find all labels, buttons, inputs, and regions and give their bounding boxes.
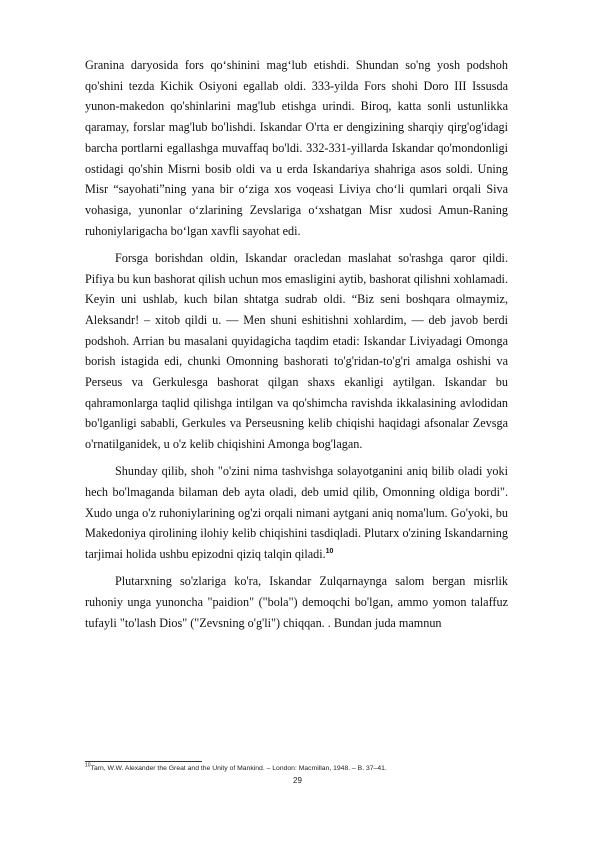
paragraph-1: Granina daryosida fors qo‘shinini mag‘lub etishdi. Shundan so'ng yosh podshoh qo'shini tezda Kichik Osiyoni egallab oldi. 333-yilda Fors shohi Doro III Issusda yunon-makedon qo'shinlarini mag'lub etishga urindi. Biroq, katta sonli ustunlikka qaramay, forslar mag'lub bo'lishdi. Iskandar O'rta er dengizining sharqiy qirg'og'idagi barcha portlarni egallashga muvaffaq bo'ldi. 332-331-yillarda Iskandar qo'mondonligi ostidagi qo'shin Misrni bosib oldi va u erda Iskandariya shahriga asos soldi. Uning Misr “sayohati”ning yana bir o‘ziga xos voqeasi Liviya cho‘li qumlari orqali Siva vohasiga, yunonlar o‘zlarining Zevslariga o‘xshatgan Misr xudosi Amun-Raning ruhoniylarigacha bo‘lgan xavfli sayohat edi. (85, 58, 508, 238)
footnote-text: Tarn, W.W. Alexander the Great and the Unity of Mankind. – London: Macmillan, 1948. – B. 37–41. (90, 765, 387, 772)
body-text (85, 55, 508, 640)
footnote (85, 764, 525, 774)
paragraph-2: Forsga borishdan oldin, Iskandar oracledan maslahat so'rashga qaror qildi. Pifiya bu kun bashorat qilish uchun mos emasligini aytib, bashorat qilishni xohlamadi. Keyin uni ushlab, kuch bilan shtatga sudrab oldi. “Biz seni boshqara olmaymiz, Aleksandr! – xitob qildi u. — Men shuni eshitishni xohlardim, — deb javob berdi podshoh. Arrian bu masalani quyidagicha taqdim etadi: Iskandar Liviyadagi Omonga borish istagida edi, chunki Omonning bashorati to'g'ridan-to'g'ri amalga oshishi va Perseus va Gerkulesga bashorat qilgan shaxs ekanligi aytilgan. Iskandar bu qahramonlarga taqlid qilishga intilgan va qo'shimcha ravishda ikkalasining avlodidan bo'lganligi sababli, Gerkules va Perseusning kelib chiqishi haqidagi afsonalar Zevsga o'rnatilganidek, u o'z kelib chiqishini Amonga bog'lagan. (85, 250, 508, 452)
paragraph-3 (85, 461, 508, 565)
footnote-separator (85, 761, 202, 762)
paragraph-4: Plutarxning so'zlariga ko'ra, Iskandar Zulqarnaynga salom bergan misrlik ruhoniy unga yunoncha "paidion" ("bola") demoqchi bo'lgan, ammo yomon talaffuz tufayli "to'lash Dios" ("Zevsning o'g'li") chiqqan. . Bundan juda mamnun (85, 574, 508, 630)
footnote-reference[interactable]: 10 (325, 548, 334, 556)
page-number: 29 (293, 776, 302, 785)
footnote-number: 10 (85, 762, 91, 769)
paragraph-3-text: Shunday qilib, shoh "o'zini nima tashvishga solayotganini aniq bilib oladi yoki hech bo'lmaganda bilaman deb ayta oladi, deb umid qilib, Omonning oldiga bordi". Xudo unga o'z ruhoniylarining og'zi orqali nimani aytgani aniq noma'lum. Go'yoki, bu Makedoniya qirolining ilohiy kelib chiqishini tasdiqladi. Plutarx o'zining Iskandarning tarjimai holida ushbu epizodni qiziq talqin qiladi. (85, 464, 508, 562)
